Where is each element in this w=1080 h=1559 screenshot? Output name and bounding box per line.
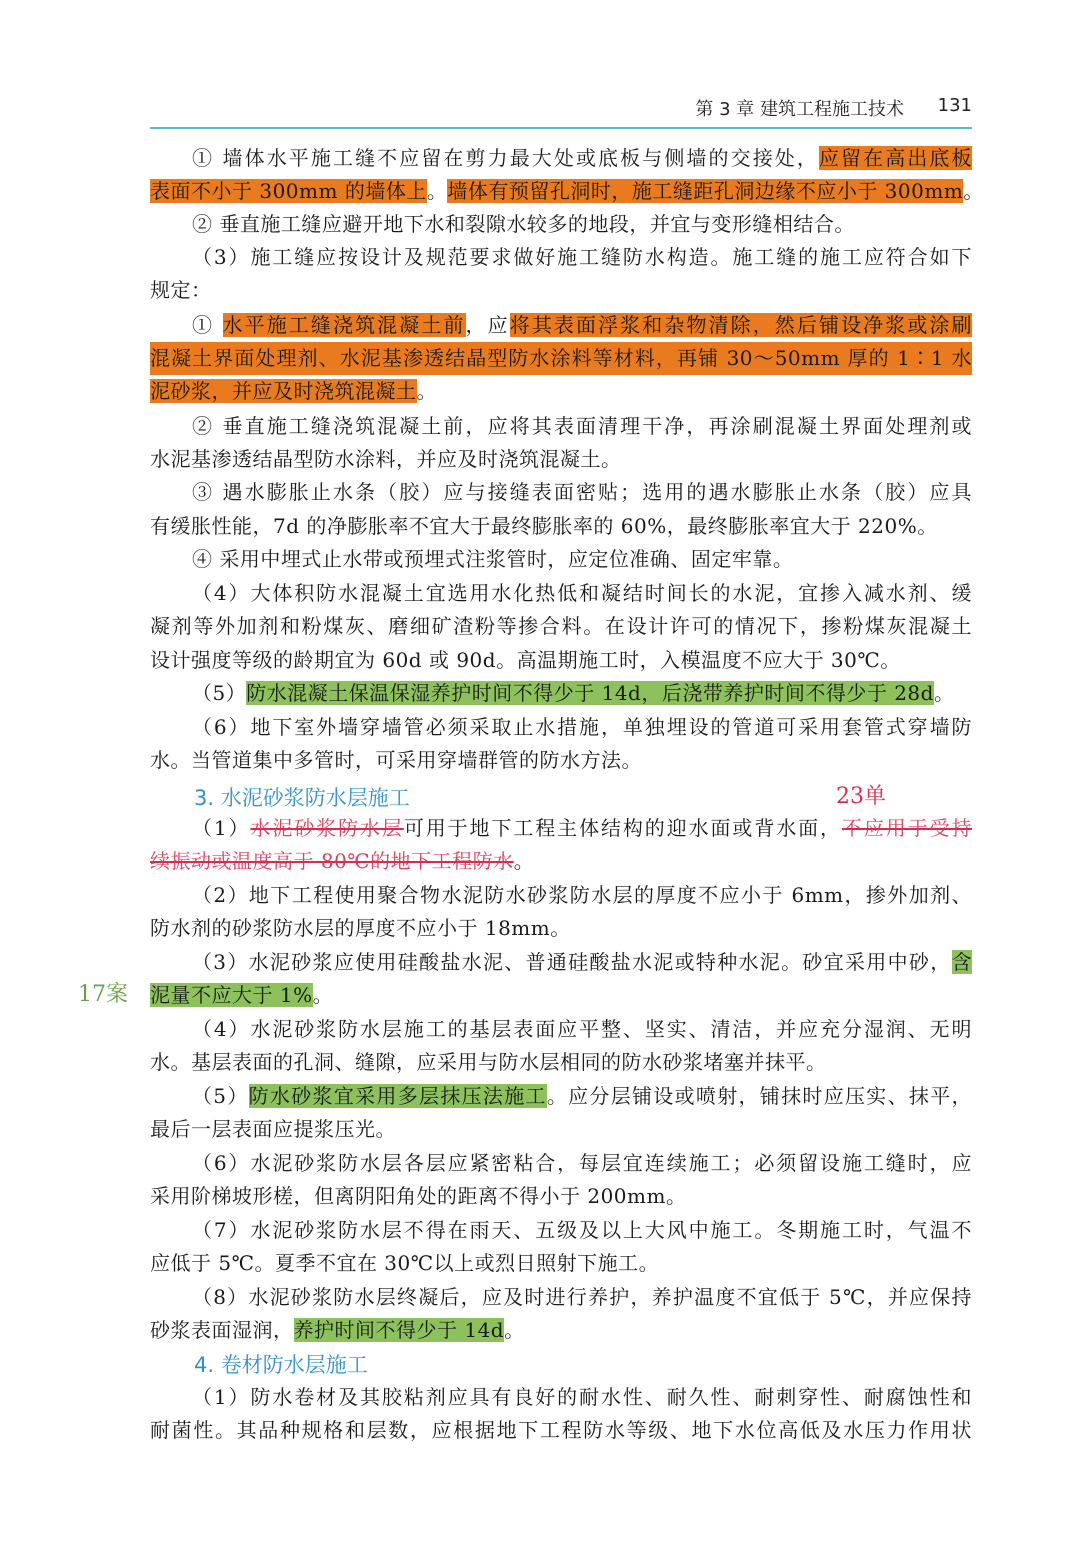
running-header [150, 93, 972, 121]
text-line: （1）防水卷材及其胶粘剂应具有良好的耐水性、耐久性、耐刺穿性、耐腐蚀性和 [192, 1385, 972, 1409]
text-line: ② 垂直施工缝应避开地下水和裂隙水较多的地段，并宜与变形缝相结合。 [192, 212, 855, 236]
page-number: 131 [937, 95, 972, 116]
text-line: 采用阶梯坡形槎，但离阴阳角处的距离不得小于 200mm。 [150, 1184, 687, 1208]
text-line: （6）地下室外墙穿墙管必须采取止水措施，单独埋设的管道可采用套管式穿墙防 [192, 715, 972, 739]
text-line: （6）水泥砂浆防水层各层应紧密粘合，每层宜连续施工；必须留设施工缝时，应 [192, 1151, 972, 1175]
text-line: ① 墙体水平施工缝不应留在剪力最大处或底板与侧墙的交接处，应留在高出底板 [192, 146, 973, 170]
text-line: （3）施工缝应按设计及规范要求做好施工缝防水构造。施工缝的施工应符合如下 [192, 245, 972, 269]
header-rule [150, 127, 972, 129]
section-heading-3: 3. 水泥砂浆防水层施工 [194, 786, 410, 810]
handwritten-note-red: 23单 [836, 784, 886, 809]
text-line: （1）水泥砂浆防水层可用于地下工程主体结构的迎水面或背水面，不应用于受持 [192, 816, 973, 840]
text-line: 泥量不应大于 1%。 [150, 983, 334, 1007]
text-line: 规定： [150, 278, 212, 302]
chapter-title: 第 3 章 建筑工程施工技术 [695, 99, 904, 120]
handwritten-note-green: 17案 [78, 982, 128, 1007]
text-line: 砂浆表面湿润，养护时间不得少于 14d。 [150, 1318, 525, 1342]
text-line: 表面不小于 300mm 的墙体上。墙体有预留孔洞时，施工缝距孔洞边缘不应小于 300mm。 [150, 179, 984, 203]
text-line: 水泥基渗透结晶型防水涂料，并应及时浇筑混凝土。 [150, 447, 622, 471]
text-line: ② 垂直施工缝浇筑混凝土前，应将其表面清理干净，再涂刷混凝土界面处理剂或 [192, 414, 972, 438]
text-line: 应低于 5℃。夏季不宜在 30℃以上或烈日照射下施工。 [150, 1251, 660, 1275]
text-line: 水。基层表面的孔洞、缝隙，应采用与防水层相同的防水砂浆堵塞并抹平。 [150, 1050, 827, 1074]
text-line: 凝剂等外加剂和粉煤灰、磨细矿渣粉等掺合料。在设计许可的情况下，掺粉煤灰混凝土 [150, 614, 972, 638]
text-line: （4）大体积防水混凝土宜选用水化热低和凝结时间长的水泥，宜掺入减水剂、缓 [192, 581, 972, 605]
text-line: （7）水泥砂浆防水层不得在雨天、五级及以上大风中施工。冬期施工时，气温不 [192, 1218, 972, 1242]
text-line: 混凝土界面处理剂、水泥基渗透结晶型防水涂料等材料，再铺 30～50mm 厚的 1∶1 水 [150, 342, 972, 375]
text-line: （3）水泥砂浆应使用硅酸盐水泥、普通硅酸盐水泥或特种水泥。砂宜采用中砂，含 [192, 950, 972, 974]
text-line: （2）地下工程使用聚合物水泥防水砂浆防水层的厚度不应小于 6mm，掺外加剂、 [192, 883, 972, 907]
text-line: 水。当管道集中多管时，可采用穿墙群管的防水方法。 [150, 748, 642, 772]
text-line: 设计强度等级的龄期宜为 60d 或 90d。高温期施工时，入模温度不应大于 30℃。 [150, 648, 901, 672]
text-line: 耐菌性。其品种规格和层数，应根据地下工程防水等级、地下水位高低及水压力作用状 [150, 1418, 972, 1442]
text-line: ④ 采用中埋式止水带或预埋式注浆管时，应定位准确、固定牢靠。 [192, 547, 794, 571]
section-heading-4: 4. 卷材防水层施工 [194, 1353, 368, 1377]
text-line: （5）防水混凝土保温保湿养护时间不得少于 14d，后浇带养护时间不得少于 28d。 [192, 681, 955, 705]
text-line: ① 水平施工缝浇筑混凝土前，应将其表面浮浆和杂物清除，然后铺设净浆或涂刷 [192, 313, 973, 337]
text-line: 有缓胀性能，7d 的净膨胀率不宜大于最终膨胀率的 60%，最终膨胀率宜大于 220%。 [150, 514, 938, 538]
text-line: （4）水泥砂浆防水层施工的基层表面应平整、坚实、清洁，并应充分湿润、无明 [192, 1017, 972, 1041]
text-line: ③ 遇水膨胀止水条（胶）应与接缝表面密贴；选用的遇水膨胀止水条（胶）应具 [192, 480, 972, 504]
text-line: （5）防水砂浆宜采用多层抹压法施工。应分层铺设或喷射，铺抹时应压实、抹平， [192, 1084, 972, 1108]
text-line: （8）水泥砂浆防水层终凝后，应及时进行养护，养护温度不宜低于 5℃，并应保持 [192, 1285, 972, 1309]
text-line: 最后一层表面应提浆压光。 [150, 1117, 396, 1141]
text-line: 防水剂的砂浆防水层的厚度不应小于 18mm。 [150, 916, 571, 940]
text-line: 续振动或温度高于 80℃的地下工程防水。 [150, 849, 535, 873]
text-line: 泥砂浆，并应及时浇筑混凝土。 [150, 379, 437, 403]
